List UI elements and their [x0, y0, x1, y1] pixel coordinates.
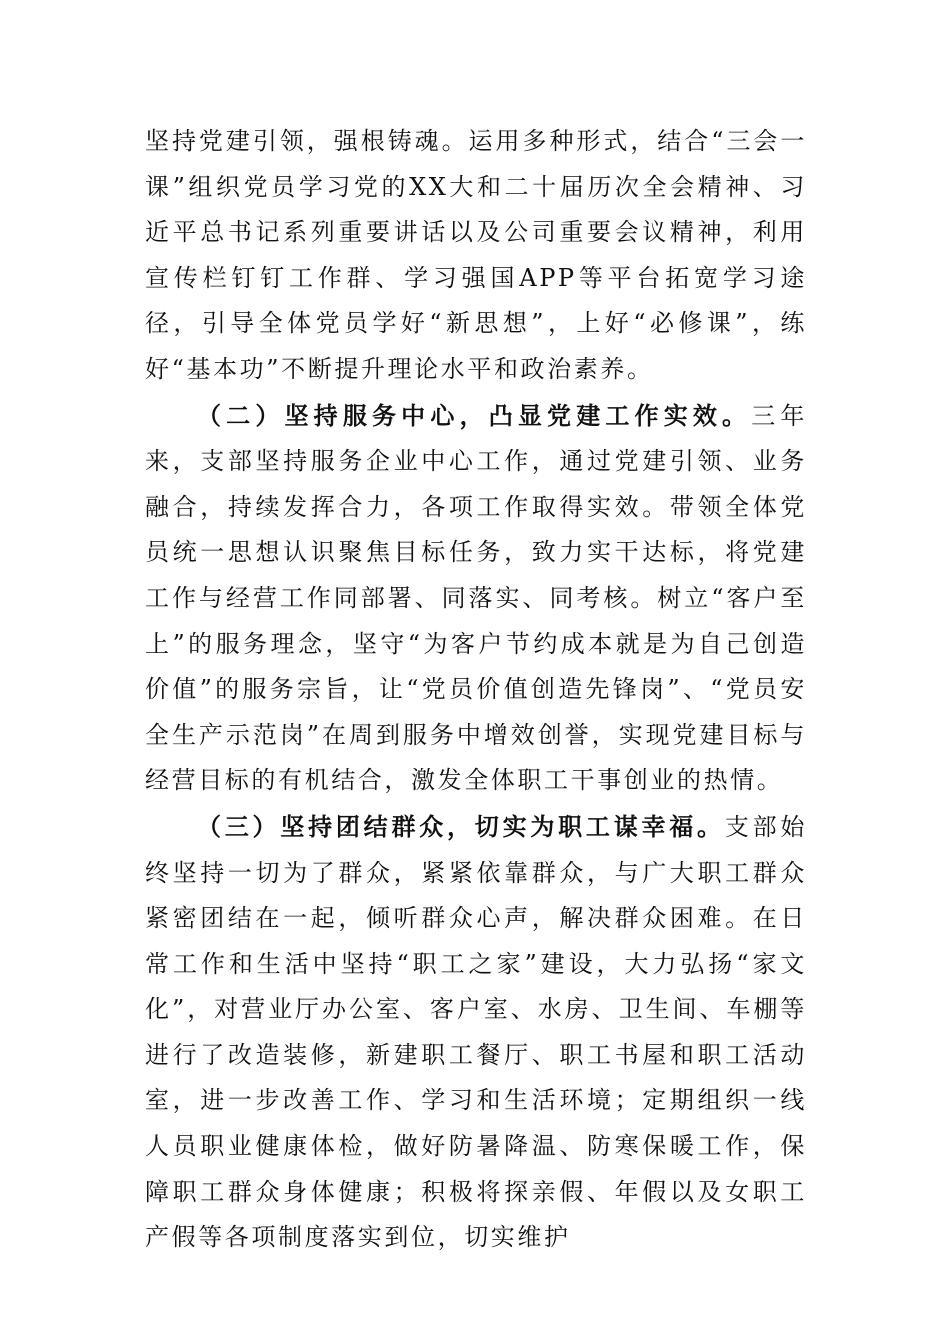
paragraph-1-text: 坚持党建引领，强根铸魂。运用多种形式，结合“三会一课”组织党员学习党的XX大和二十届历次全会精神、习近平总书记系列重要讲话以及公司重要会议精神，利用宣传栏钉钉工作群、学习强国APP等平台拓宽学习途径，引导全体党员学好“新思想”，上好“必修课”，练好“基本功”不断提升理论水平和政治素养。	[145, 127, 807, 383]
paragraph-3	[145, 804, 807, 1261]
paragraph-2-text: 三年来，支部坚持服务企业中心工作，通过党建引领、业务融合，持续发挥合力，各项工作取得实效。带领全体党员统一思想认识聚焦目标任务，致力实干达标，将党建工作与经营工作同部署、同落实、同考核。树立“客户至上”的服务理念，坚守“为客户节约成本就是为自己创造价值”的服务宗旨，让“党员价值创造先锋岗”、“党员安全生产示范岗”在周到服务中增效创誉，实现党建目标与经营目标的有机结合，激发全体职工干事创业的热情。	[145, 401, 808, 795]
paragraph-2	[145, 393, 807, 804]
paragraph-3-heading: （三）坚持团结群众，切实为职工谋幸福。	[197, 811, 725, 841]
paragraph-3-text: 支部始终坚持一切为了群众，紧紧依靠群众，与广大职工群众紧密团结在一起，倾听群众心声，解决群众困难。在日常工作和生活中坚持“职工之家”建设，大力弘扬“家文化”，对营业厅办公室、客户室、水房、卫生间、车棚等进行了改造装修，新建职工餐厅、职工书屋和职工活动室，进一步改善工作、学习和生活环境；定期组织一线人员职业健康体检，做好防暑降温、防寒保暖工作，保障职工群众身体健康；积极将探亲假、年假以及女职工产假等各项制度落实到位，切实维护	[145, 812, 807, 1252]
paragraph-1	[145, 119, 807, 393]
paragraph-2-heading: （二）坚持服务中心，凸显党建工作实效。	[197, 400, 752, 430]
document-body	[145, 119, 807, 1261]
